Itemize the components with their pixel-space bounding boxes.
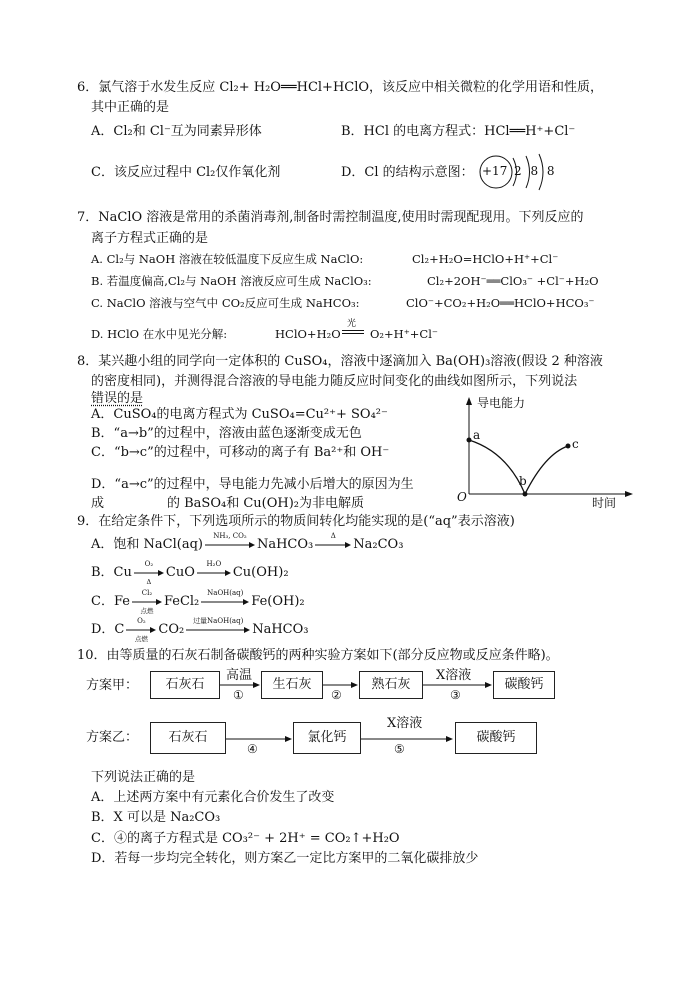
q6-option-a: A．Cl₂和 Cl⁻互为同素异形体 [91, 124, 262, 139]
plan-a-label: 方案甲： [86, 678, 139, 693]
q7-option-d-equation-right: O₂+H⁺+Cl⁻ [370, 327, 438, 341]
q7-option-b-equation: Cl₂+2OH⁻══ClO₃⁻ +Cl⁻+H₂O [427, 274, 599, 288]
q7-option-d: D. HClO 在水中见光分解: [91, 327, 228, 341]
reaction-arrow: NH₃, CO₂ [205, 541, 255, 549]
q6-stem-line1: 6．氯气溶于水发生反应 Cl₂+ H₂O══HCl+HClO，该反应中相关微粒的化学用语和性质， [77, 80, 604, 95]
plan-a-step1-number: ① [233, 688, 244, 702]
plan-a-box-slaked-lime: 熟石灰 [359, 671, 423, 699]
q8-stem-line3: 错误的是 [91, 391, 144, 406]
plan-b-box-calcium-chloride: 氯化钙 [293, 722, 361, 754]
plan-b-box-calcium-carbonate: 碳酸钙 [455, 722, 537, 754]
q9-option-c: C．Fe Cl₂ 点燃 FeCl₂ NaOH(aq) Fe(OH)₂ [91, 588, 305, 615]
electron-shells: 2 8 8 [514, 164, 555, 178]
q6-option-c: C．该反应过程中 Cl₂仅作氧化剂 [91, 165, 281, 180]
q10-stem: 10．由等质量的石灰石制备碳酸钙的两种实验方案如下(部分反应物或反应条件略)。 [77, 648, 559, 663]
reaction-arrow: O₂ 点燃 [126, 626, 156, 634]
plan-a-step2-number: ② [331, 688, 342, 702]
plan-a-step1-condition: 高温 [226, 668, 253, 683]
plan-b-flowchart [86, 710, 646, 760]
q10-option-d: D．若每一步均完全转化，则方案乙一定比方案甲的二氧化碳排放少 [91, 851, 479, 866]
q6-stem-line2: 其中正确的是 [91, 100, 170, 115]
q7-stem-line2: 离子方程式正确的是 [91, 231, 209, 246]
q8-option-a: A．CuSO₄的电离方程式为 CuSO₄=Cu²⁺+ SO₄²⁻ [91, 407, 388, 422]
plan-b-step5-condition: X溶液 [387, 716, 423, 731]
plan-a-step3-number: ③ [450, 688, 461, 702]
graph-x-axis-label: 时间 [592, 496, 617, 510]
q7-stem-line1: 7．NaClO 溶液是常用的杀菌消毒剂,制备时需控制温度,使用时需现配现用。下列反应的 [77, 210, 584, 225]
q10-ask: 下列说法正确的是 [91, 770, 196, 785]
q8-option-b: B．“a→b”的过程中，溶液由蓝色逐渐变成无色 [91, 426, 362, 441]
q8-option-d-line2-start: 成 [91, 496, 105, 511]
plan-b-step4-number: ④ [247, 742, 258, 756]
q10-option-c: C．④的离子方程式是 CO₃²⁻ + 2H⁺ = CO₂↑+H₂O [91, 831, 400, 846]
q8-stem-line1: 8．某兴趣小组的同学向一定体积的 CuSO₄，溶液中逐滴加入 Ba(OH)₃溶液(假设 2 种溶液 [77, 354, 603, 369]
q9-stem: 9．在给定条件下，下列选项所示的物质间转化均能实现的是(“aq”表示溶液) [77, 514, 515, 529]
q9-option-b: B．Cu O₂ Δ CuO H₂O Cu(OH)₂ [91, 559, 289, 586]
reaction-arrow: Cl₂ 点燃 [132, 598, 162, 606]
q7-option-c: C. NaClO 溶液与空气中 CO₂反应可生成 NaHCO₃: [91, 296, 360, 310]
reaction-arrow: Δ [315, 541, 351, 549]
reaction-arrow: O₂ Δ [134, 569, 164, 577]
plan-b-label: 方案乙： [86, 730, 139, 745]
q7-option-c-equation: ClO⁻+CO₂+H₂O══HClO+HCO₃⁻ [406, 296, 595, 310]
q8-option-d-line2-end: 的 BaSO₄和 Cu(OH)₂为非电解质 [167, 496, 365, 511]
q7-option-b: B. 若温度偏高,Cl₂与 NaOH 溶液反应可生成 NaClO₃: [91, 274, 372, 288]
plan-b-box-limestone: 石灰石 [150, 722, 226, 754]
q7-option-d-equation-left: HClO+H₂O [275, 327, 341, 341]
q10-option-b: B．X 可以是 Na₂CO₃ [91, 810, 221, 825]
graph-origin-label: O [457, 490, 467, 504]
q7-light-condition-sign: 光 [342, 318, 364, 340]
plan-a-box-quicklime: 生石灰 [261, 671, 323, 699]
q10-option-a: A．上述两方案中有元素化合价发生了改变 [91, 790, 335, 805]
chlorine-atom-structure-diagram [476, 150, 556, 194]
q8-option-d-line1: D．“a→c”的过程中，导电能力先减小后增大的原因为生 [91, 477, 414, 492]
q6-option-b: B．HCl 的电离方程式：HCl══H⁺+Cl⁻ [341, 124, 576, 139]
q6-option-d: D．Cl 的结构示意图： [341, 165, 474, 180]
plan-a-box-calcium-carbonate: 碳酸钙 [493, 671, 555, 699]
plan-a-flowchart [86, 664, 646, 708]
plan-b-step5-number: ⑤ [394, 742, 405, 756]
conductivity-graph [455, 394, 635, 512]
q8-stem-line2: 的密度相同)，并测得混合溶液的导电能力随反应时间变化的曲线如图所示，下列说法 [91, 374, 578, 389]
reaction-arrow: NaOH(aq) [201, 598, 249, 606]
graph-y-axis-label: 导电能力 [477, 396, 526, 410]
plan-a-box-limestone: 石灰石 [150, 671, 220, 699]
plan-a-step3-condition: X溶液 [436, 668, 472, 683]
q8-option-c: C．“b→c”的过程中，可移动的离子有 Ba²⁺和 OH⁻ [91, 445, 390, 460]
reaction-arrow: H₂O [197, 569, 231, 577]
q7-option-a-equation: Cl₂+H₂O=HClO+H⁺+Cl⁻ [412, 252, 559, 266]
reaction-arrow: 过量NaOH(aq) [186, 626, 250, 634]
graph-point-b-label: b [519, 474, 527, 488]
q7-option-a: A. Cl₂与 NaOH 溶液在较低温度下反应生成 NaClO: [91, 252, 364, 266]
q9-option-a: A．饱和 NaCl(aq) NH₃, CO₂ NaHCO₃ Δ Na₂CO₃ [91, 531, 404, 552]
q9-option-d: D．C O₂ 点燃 CO₂ 过量NaOH(aq) NaHCO₃ [91, 616, 309, 643]
graph-point-a-label: a [473, 428, 481, 442]
graph-point-c-label: c [572, 437, 579, 451]
nucleus-charge: +17 [482, 164, 508, 178]
